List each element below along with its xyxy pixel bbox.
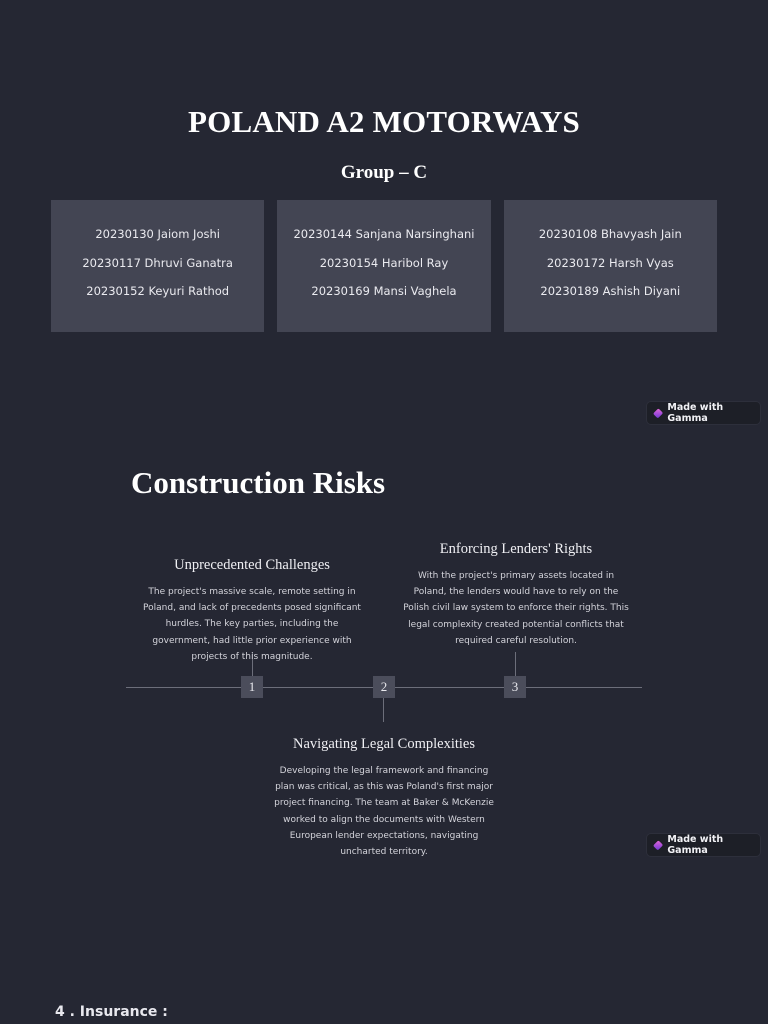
slide-title: POLAND A2 MOTORWAYS	[188, 104, 580, 139]
made-with-gamma-badge[interactable]	[647, 834, 760, 856]
member-name: 20230130 Jaiom Joshi	[95, 227, 220, 241]
badge-label: Made with Gamma	[667, 402, 724, 424]
group-subtitle: Group – C	[340, 162, 428, 183]
risk-description: With the project's primary assets located in Poland, the lenders would have to rely on the Polish civil law system to enforce their rights. This legal complexity created potential conflicts that required careful resolution.	[403, 571, 629, 646]
made-with-gamma-badge[interactable]	[647, 402, 760, 424]
risk-title: Enforcing Lenders' Rights	[439, 541, 593, 557]
timeline-marker-2: 2	[373, 676, 395, 698]
gamma-logo-icon	[653, 408, 663, 418]
risk-description: The project's massive scale, remote setting in Poland, and lack of precedents posed significant hurdles. The key parties, including the government, had little prior experience with projects of this magnitude.	[143, 587, 361, 662]
gamma-logo-icon	[653, 840, 663, 850]
risk-item-2	[272, 736, 496, 860]
risk-item-1	[137, 557, 367, 665]
member-card-3	[504, 200, 717, 332]
member-name: 20230117 Dhruvi Ganatra	[82, 255, 233, 270]
risk-title: Unprecedented Challenges	[174, 557, 330, 573]
member-name: 20230154 Haribol Ray	[319, 255, 449, 270]
team-members	[51, 200, 717, 332]
member-name: 20230189 Ashish Diyani	[540, 284, 681, 298]
member-name: 20230144 Sanjana Narsinghani	[293, 227, 475, 241]
timeline-marker-3: 3	[504, 676, 526, 698]
risk-title: Navigating Legal Complexities	[292, 736, 475, 752]
member-card-2	[277, 200, 490, 332]
timeline-connector	[515, 652, 516, 676]
insurance-heading: 4 . Insurance :	[55, 1004, 168, 1020]
member-name: 20230172 Harsh Vyas	[546, 255, 674, 270]
member-name: 20230108 Bhavyash Jain	[538, 227, 682, 241]
badge-label: Made with Gamma	[667, 834, 724, 856]
member-name: 20230152 Keyuri Rathod	[86, 284, 230, 298]
timeline-marker-1: 1	[241, 676, 263, 698]
risk-item-3	[401, 541, 631, 649]
risk-description: Developing the legal framework and financing plan was critical, as this was Poland's first major project financing. The team at Baker & McKenzie worked to align the documents with Western European lender expectations, navigating uncharted territory.	[274, 766, 494, 858]
member-name: 20230169 Mansi Vaghela	[311, 284, 457, 298]
section-title: Construction Risks	[131, 465, 386, 500]
member-card-1	[51, 200, 264, 332]
timeline-connector	[383, 698, 384, 722]
